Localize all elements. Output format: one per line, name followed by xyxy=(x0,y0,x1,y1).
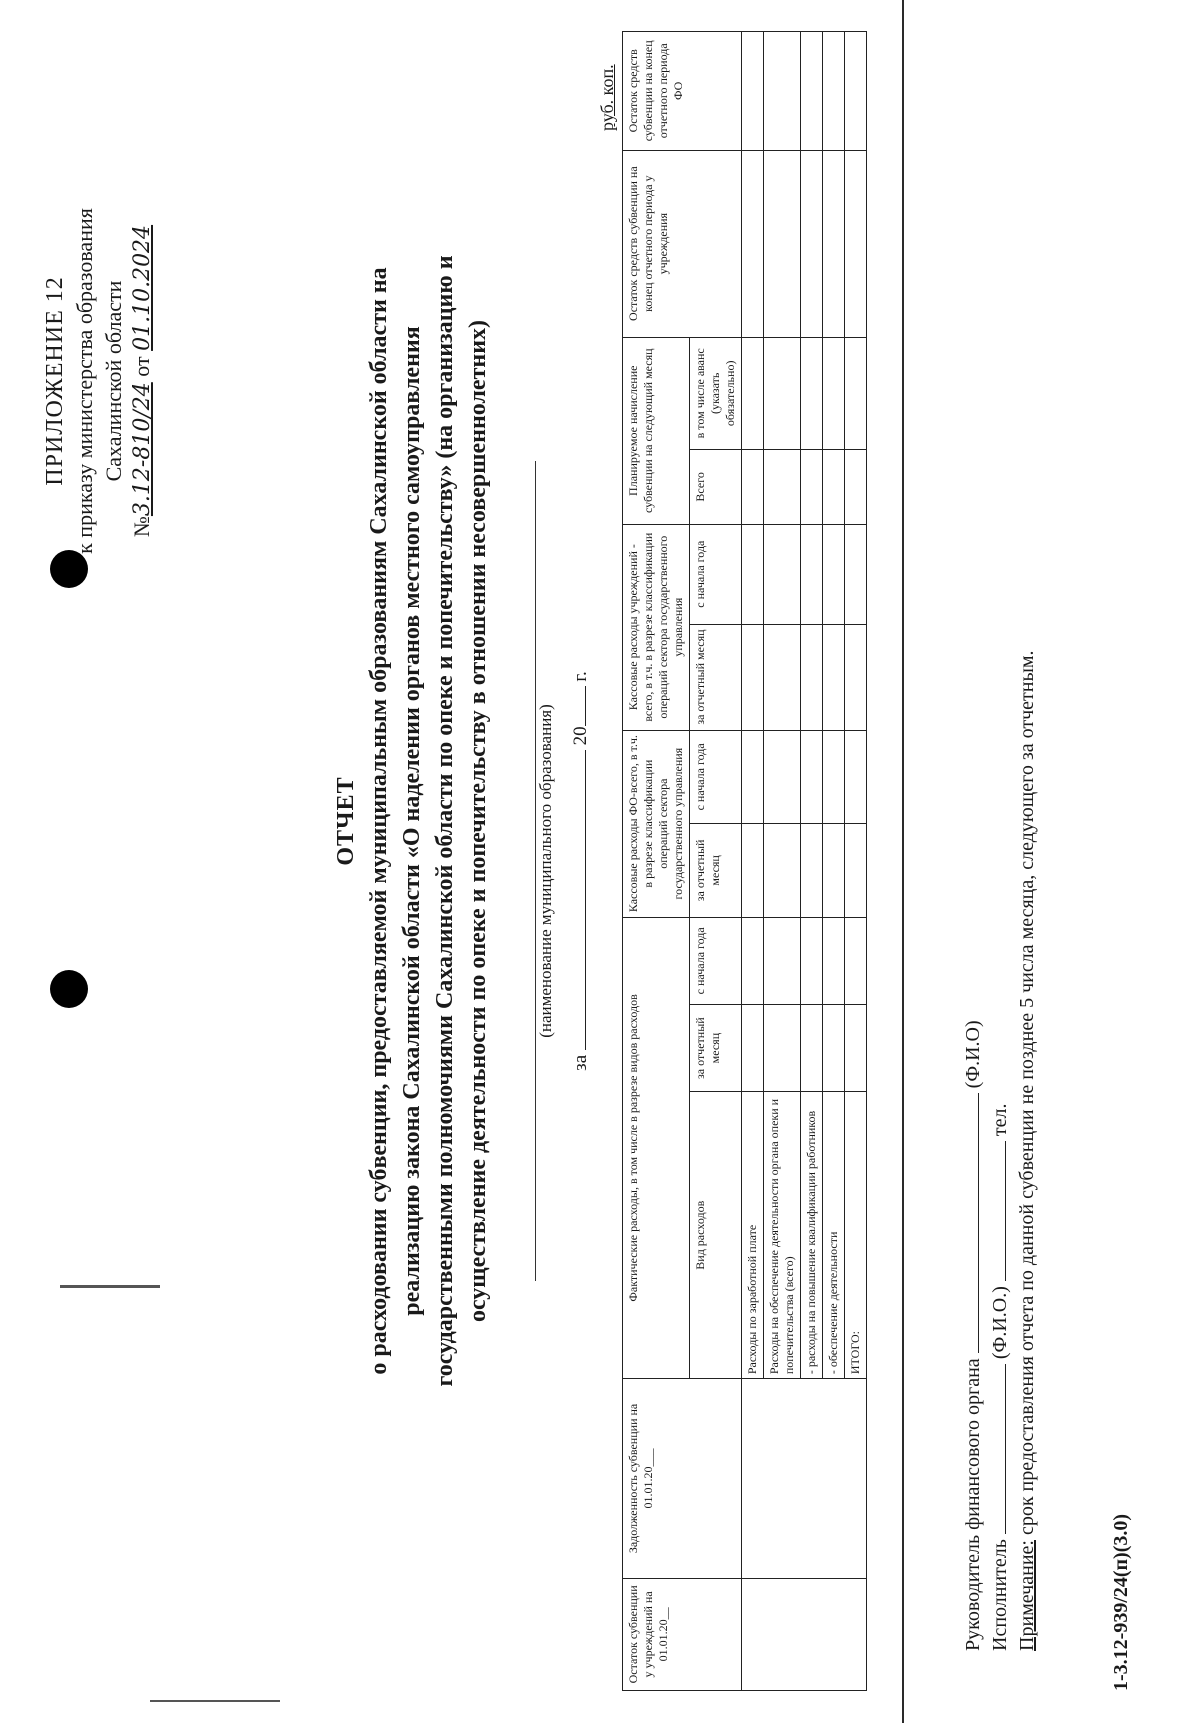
note-line xyxy=(1014,650,1041,1651)
order-date-prefix: от xyxy=(129,356,155,377)
municipality-field xyxy=(535,461,556,1281)
report-period xyxy=(570,461,592,1281)
period-suffix: г. xyxy=(570,671,591,682)
rotated-document-page xyxy=(10,11,1190,1711)
row-label: - обеспечение деятельности xyxy=(823,1092,845,1379)
subheader-month: за отчетный месяц xyxy=(690,824,742,918)
head-fio-caption: (Ф.И.О) xyxy=(962,1020,984,1089)
document-number: 1-3.12-939/24(п)(3.0) xyxy=(1110,1513,1132,1691)
executor-signature-blank xyxy=(1005,1364,1006,1534)
subheader-month: за отчетный месяц xyxy=(690,1004,742,1091)
header-cash-institutions: Кассовые расходы учреждений - всего, в т.ч. в разрезе классификации операций сектора государственного управления xyxy=(623,524,690,730)
header-planned-accrual: Планируемое начисление субвенции на следующий месяц xyxy=(623,337,690,524)
report-table xyxy=(622,31,867,1691)
appendix-block xyxy=(40,61,158,701)
header-balance-end-fo: Остаток средств субвенции на конец отчетного периода ФО xyxy=(623,32,742,151)
report-subtitle-line: государственными полномочиями Сахалинской области по опеке и попечительству» (на организацию и xyxy=(432,255,459,1387)
period-blank xyxy=(585,750,586,1050)
report-subtitle-line: о расходовании субвенции, предоставляемой муниципальным образованиям Сахалинской области на xyxy=(366,267,393,1375)
header-debt-start: Задолженность субвенции на 01.01.20___ xyxy=(623,1379,742,1579)
subheader-year: с начала года xyxy=(690,917,742,1004)
note-label: Примечание: xyxy=(1016,1540,1038,1651)
subheader-year: с начала года xyxy=(690,524,742,624)
table-row xyxy=(742,32,764,1691)
subheader-total: Всего xyxy=(690,449,742,524)
cell-empty xyxy=(742,1379,867,1579)
appendix-line-1: к приказу министерства образования xyxy=(72,208,98,554)
executor-label: Исполнитель xyxy=(989,1539,1011,1651)
subheader-expense-kind: Вид расходов xyxy=(690,1092,742,1379)
executor-phone-blank xyxy=(1005,1141,1006,1281)
header-actual-expenses: Фактические расходы, в том числе в разрезе видов расходов xyxy=(623,917,690,1379)
report-subtitle-line: реализацию закона Сахалинской области «О наделении органов местного самоуправления xyxy=(399,326,426,1316)
report-title-block xyxy=(330,181,496,1461)
row-label: Расходы на обеспечение деятельности органа опеки и попечительства (всего) xyxy=(764,1092,801,1379)
subheader-month: за отчетный месяц xyxy=(690,624,742,730)
signature-head-line xyxy=(960,650,987,1651)
header-balance-start: Остаток субвенции у учреждений на 01.01.20__ xyxy=(623,1578,742,1690)
period-prefix: за xyxy=(570,1054,591,1071)
report-subtitle-line: осуществление деятельности по опеке и попечительству в отношении несовершеннолетних) xyxy=(465,319,492,1323)
signature-block xyxy=(960,650,1041,1651)
header-balance-end-institution: Остаток средств субвенции на конец отчетного периода у учреждения xyxy=(623,150,742,337)
header-cash-fo: Кассовые расходы ФО-всего, в т.ч. в разрезе классификации операций сектора государственного управления xyxy=(623,730,690,917)
appendix-order-number xyxy=(128,61,158,701)
report-heading: ОТЧЕТ xyxy=(333,776,359,866)
subheader-year: с начала года xyxy=(690,730,742,824)
order-number-handwritten: 3.12-810/24 xyxy=(130,382,156,517)
period-year: 20 xyxy=(570,726,591,746)
currency-label: руб. коп. xyxy=(597,64,617,131)
executor-fio-caption: (Ф.И.О.) xyxy=(989,1286,1011,1360)
order-number-prefix: № xyxy=(129,516,155,538)
appendix-line-2: Сахалинской области xyxy=(100,280,126,482)
phone-label: тел. xyxy=(989,1103,1011,1137)
head-label: Руководитель финансового органа xyxy=(962,1358,984,1651)
row-label: Расходы по заработной плате xyxy=(742,1092,764,1379)
appendix-title: ПРИЛОЖЕНИЕ 12 xyxy=(42,276,68,486)
period-year-blank xyxy=(585,686,586,726)
table-header-row xyxy=(623,32,690,1691)
cell-empty xyxy=(742,1578,867,1690)
row-label: - расходы на повышение квалификации работников xyxy=(801,1092,823,1379)
signature-executor-line xyxy=(987,650,1014,1651)
head-signature-blank xyxy=(978,1093,979,1353)
row-label-total: ИТОГО: xyxy=(845,1092,867,1379)
order-date-handwritten: 01.10.2024 xyxy=(130,224,156,351)
note-text: срок предоставления отчета по данной субвенции не позднее 5 числа месяца, следующего за отчетным. xyxy=(1016,650,1038,1536)
subheader-advance: в том числе аванс (указать обязательно) xyxy=(690,337,742,449)
municipality-caption: (наименование муниципального образования) xyxy=(536,704,555,1038)
